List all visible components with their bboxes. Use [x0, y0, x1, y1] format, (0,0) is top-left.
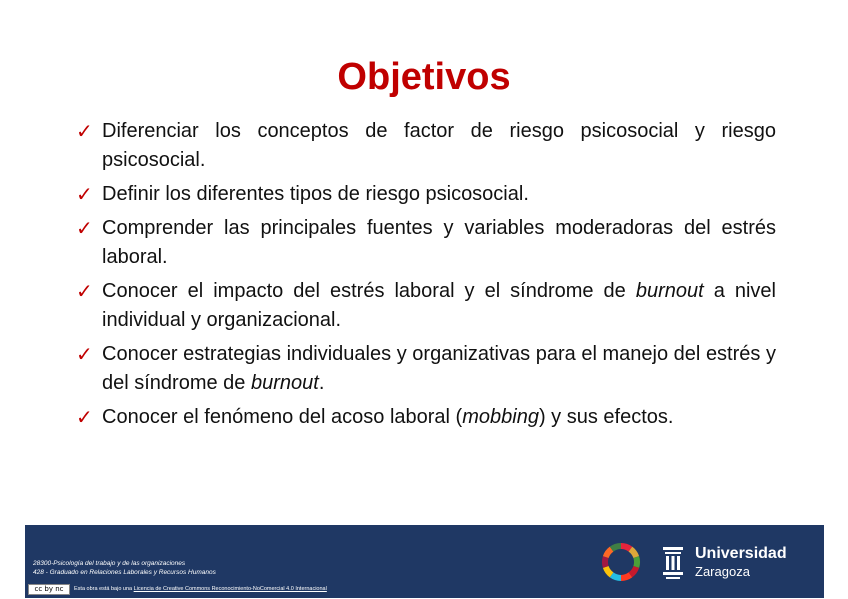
- degree-name: 428 - Graduado en Relaciones Laborales y Recursos Humanos: [33, 569, 216, 576]
- sdg-wheel-icon: [600, 541, 642, 583]
- checkmark-icon: ✓: [76, 405, 93, 429]
- objective-text: Conocer el impacto del estrés laboral y el síndrome de: [102, 280, 636, 302]
- objective-emphasis: burnout: [250, 372, 319, 394]
- slide-title: Objetivos: [337, 56, 511, 99]
- university-city: Zaragoza: [695, 564, 750, 579]
- license-text: [74, 585, 327, 593]
- footer-bar: [25, 525, 824, 598]
- objective-text: a nivel individual y organizacional.: [102, 280, 776, 331]
- objective-item: [76, 117, 776, 175]
- checkmark-icon: ✓: [76, 216, 93, 240]
- checkmark-icon: ✓: [76, 342, 93, 366]
- objective-emphasis: mobbing: [462, 406, 539, 428]
- objective-text: .: [318, 372, 325, 394]
- course-name: 28300-Psicología del trabajo y de las organizaciones: [33, 560, 186, 567]
- objectives-list: [76, 117, 776, 437]
- objective-text: Definir los diferentes tipos de riesgo psicosocial.: [102, 183, 529, 205]
- objective-text: ) y sus efectos.: [538, 406, 674, 428]
- objective-text: Comprender las principales fuentes y variables moderadoras del estrés laboral.: [102, 217, 776, 268]
- creative-commons-icon[interactable]: cc by nc: [28, 584, 70, 595]
- objective-text: Conocer estrategias individuales y organizativas para el manejo del estrés y del síndrome de: [102, 343, 776, 394]
- objective-item: [76, 180, 776, 209]
- university-name: Universidad: [695, 545, 787, 562]
- objective-emphasis: burnout: [635, 280, 704, 302]
- objective-item: [76, 340, 776, 398]
- objective-item: [76, 214, 776, 272]
- objective-text: Conocer el fenómeno del acoso laboral (: [102, 406, 463, 428]
- checkmark-icon: ✓: [76, 119, 93, 143]
- license-prefix: Esta obra está bajo una: [74, 586, 134, 592]
- university-emblem-icon: [661, 545, 685, 581]
- objective-text: Diferenciar los conceptos de factor de riesgo psicosocial y riesgo psicosocial.: [102, 120, 776, 171]
- checkmark-icon: ✓: [76, 182, 93, 206]
- objective-item: [76, 403, 776, 432]
- license-link[interactable]: Licencia de Creative Commons Reconocimiento-NoComercial 4.0 Internacional: [133, 586, 327, 592]
- objective-item: [76, 277, 776, 335]
- checkmark-icon: ✓: [76, 279, 93, 303]
